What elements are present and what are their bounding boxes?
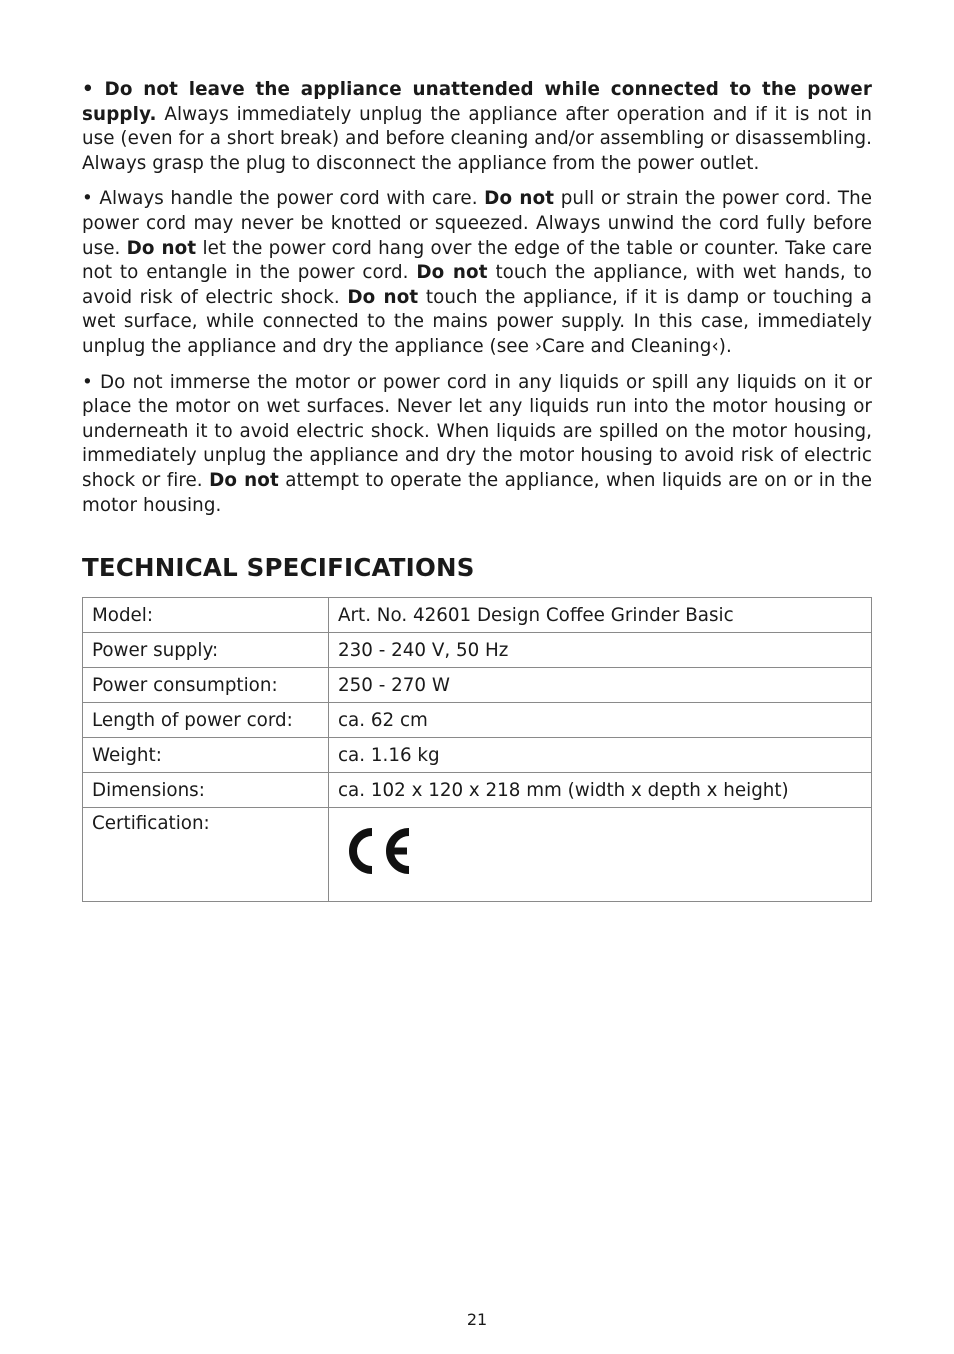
safety-paragraph-liquids — [82, 371, 872, 519]
spec-label: Weight: — [83, 738, 329, 773]
bold-warning: Do not — [484, 188, 555, 210]
specs-table — [82, 597, 872, 902]
paragraph-text: let the power cord hang over the edge of the table or counter. Take care not to entangle in the power cord. — [82, 237, 872, 284]
paragraph-text: pull or strain the power cord. The power cord may never be knotted or squeezed. Always unwind the cord fully before use. — [82, 188, 873, 259]
spec-value: ca. 102 x 120 x 218 mm (width x depth x height) — [329, 773, 872, 808]
spec-label: Power supply: — [83, 633, 329, 668]
safety-paragraph-power-cord — [82, 187, 872, 359]
table-row — [83, 773, 872, 808]
spec-value: 230 - 240 V, 50 Hz — [329, 633, 872, 668]
paragraph-text: Always immediately unplug the appliance after operation and if it is not in use (even for a short break) and before cleaning and/or assembling or disassembling. Always grasp the plug to disconnect the appliance from the power outlet. — [82, 103, 872, 174]
spec-value: Art. No. 42601 Design Coffee Grinder Basic — [329, 598, 872, 633]
table-row — [83, 808, 872, 902]
paragraph-text: • Always handle the power cord with care. — [82, 188, 485, 210]
section-heading: TECHNICAL SPECIFICATIONS — [82, 553, 475, 583]
bold-warning: • Do not leave the appliance unattended while connected to the power supply. — [82, 79, 872, 125]
spec-value: 250 - 270 W — [329, 668, 872, 703]
bold-warning: Do not — [126, 237, 197, 259]
ce-mark-icon — [341, 827, 413, 875]
manual-page — [82, 78, 872, 902]
paragraph-text: attempt to operate the appliance, when liquids are on or in the motor housing. — [82, 469, 872, 516]
page-number: 21 — [466, 1310, 488, 1329]
table-row — [83, 668, 872, 703]
paragraph-text: touch the appliance, if it is damp or touching a wet surface, while connected to the mains power supply. In this case, immediately unplug the appliance and dry the appliance (see ›Care and Cleaning‹). — [82, 286, 872, 357]
bold-warning: Do not — [347, 286, 419, 308]
spec-label: Model: — [83, 598, 329, 633]
table-row — [83, 703, 872, 738]
paragraph-text: touch the appliance, with wet hands, to avoid risk of electric shock. — [82, 262, 872, 308]
bold-warning: Do not — [209, 469, 279, 491]
spec-value — [329, 808, 872, 902]
spec-label: Dimensions: — [83, 773, 329, 808]
table-row — [83, 738, 872, 773]
table-row — [83, 598, 872, 633]
spec-label: Power consumption: — [83, 668, 329, 703]
spec-label: Length of power cord: — [83, 703, 329, 738]
spec-value: ca. 1.16 kg — [329, 738, 872, 773]
paragraph-text: • Do not immerse the motor or power cord in any liquids or spill any liquids on it or place the motor on wet surfaces. Never let any liquids run into the motor housing or underneath it to avoid electric shock. When liquids are spilled on the motor housing, immediately unplug the appliance and dry the motor housing to avoid risk of electric shock or fire. — [82, 371, 872, 491]
spec-value: ca. 62 cm — [329, 703, 872, 738]
bold-warning: Do not — [416, 262, 488, 284]
table-row — [83, 633, 872, 668]
spec-label: Certification: — [83, 808, 329, 902]
safety-paragraph-unattended — [82, 78, 872, 176]
